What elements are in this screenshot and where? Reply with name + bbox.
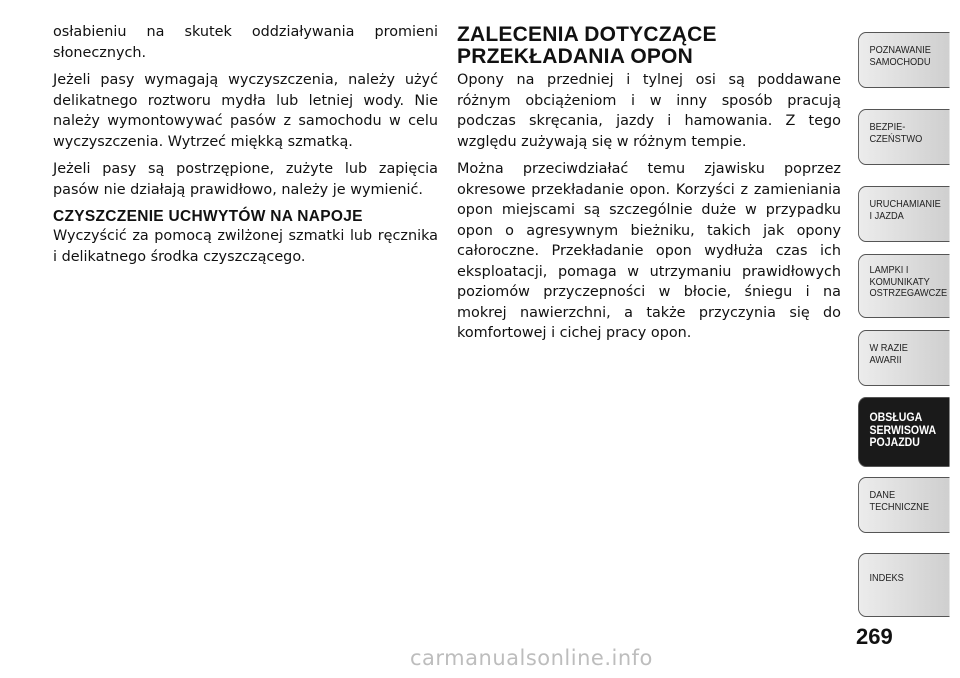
paragraph: Można przeciwdziałać temu zjawisku poprzez okresowe przekładanie opon. Korzyści z zamieniania opon miejscami są szczególnie duże w przypadku opon o agresywnym bieżniku, takich jak opony całoroczne. Przekładanie opon wydłuża czas ich eksploatacji, pomaga w utrzymaniu prawidłowych poziomów przyczepności w błocie, śniegu i na mokrej nawierzchni, a także przyczynia się do komfortowej i cichej pracy opon. <box>457 161 841 341</box>
paragraph: Jeżeli pasy wymagają wyczyszczenia, należy użyć delikatnego roztworu mydła lub letniej wody. Nie należy wymontowywać pasów z samochodu w celu wyczyszczenia. Wytrzeć miękką szmatką. <box>53 72 438 150</box>
section-heading: CZYSZCZENIE UCHWYTÓW NA NAPOJE <box>53 208 363 225</box>
tab-indeks[interactable]: INDEKS <box>858 553 950 617</box>
section-title <box>457 24 841 68</box>
tab-w-razie-awarii[interactable]: W RAZIE AWARII <box>858 330 950 386</box>
page-number: 269 <box>856 624 893 649</box>
watermark: carmanualsonline.info <box>410 646 653 670</box>
section-title-line-1: ZALECENIA DOTYCZĄCE <box>457 23 717 46</box>
tab-bezpieczenstwo[interactable]: BEZPIE- CZEŃSTWO <box>858 109 950 165</box>
right-column <box>457 24 841 351</box>
paragraph: Jeżeli pasy są postrzępione, zużyte lub zapięcia pasów nie działają prawidłowo, należy je wymienić. <box>53 161 438 198</box>
section-title-line-2: PRZEKŁADANIA OPON <box>457 45 693 68</box>
tab-lampki-i-komunikaty[interactable]: LAMPKI I KOMUNIKATY OSTRZEGAWCZE <box>858 254 950 318</box>
paragraph: Opony na przedniej i tylnej osi są poddawane różnym obciążeniom i w inny sposób pracują podczas skręcania, jazdy i hamowania. Z tego względu zużywają się w różnym tempie. <box>457 72 841 150</box>
paragraph: osłabieniu na skutek oddziaływania promieni słonecznych. <box>53 24 438 61</box>
tab-poznawanie-samochodu[interactable]: POZNAWANIE SAMOCHODU <box>858 32 950 88</box>
tab-obsluga-serwisowa[interactable]: OBSŁUGA SERWISOWA POJAZDU <box>858 397 950 467</box>
tab-dane-techniczne[interactable]: DANE TECHNICZNE <box>858 477 950 533</box>
paragraph: Wyczyścić za pomocą zwilżonej szmatki lub ręcznika i delikatnego środka czyszczącego. <box>53 228 438 265</box>
left-column <box>53 22 438 274</box>
tab-uruchamianie-i-jazda[interactable]: URUCHAMIANIE I JAZDA <box>858 186 950 242</box>
